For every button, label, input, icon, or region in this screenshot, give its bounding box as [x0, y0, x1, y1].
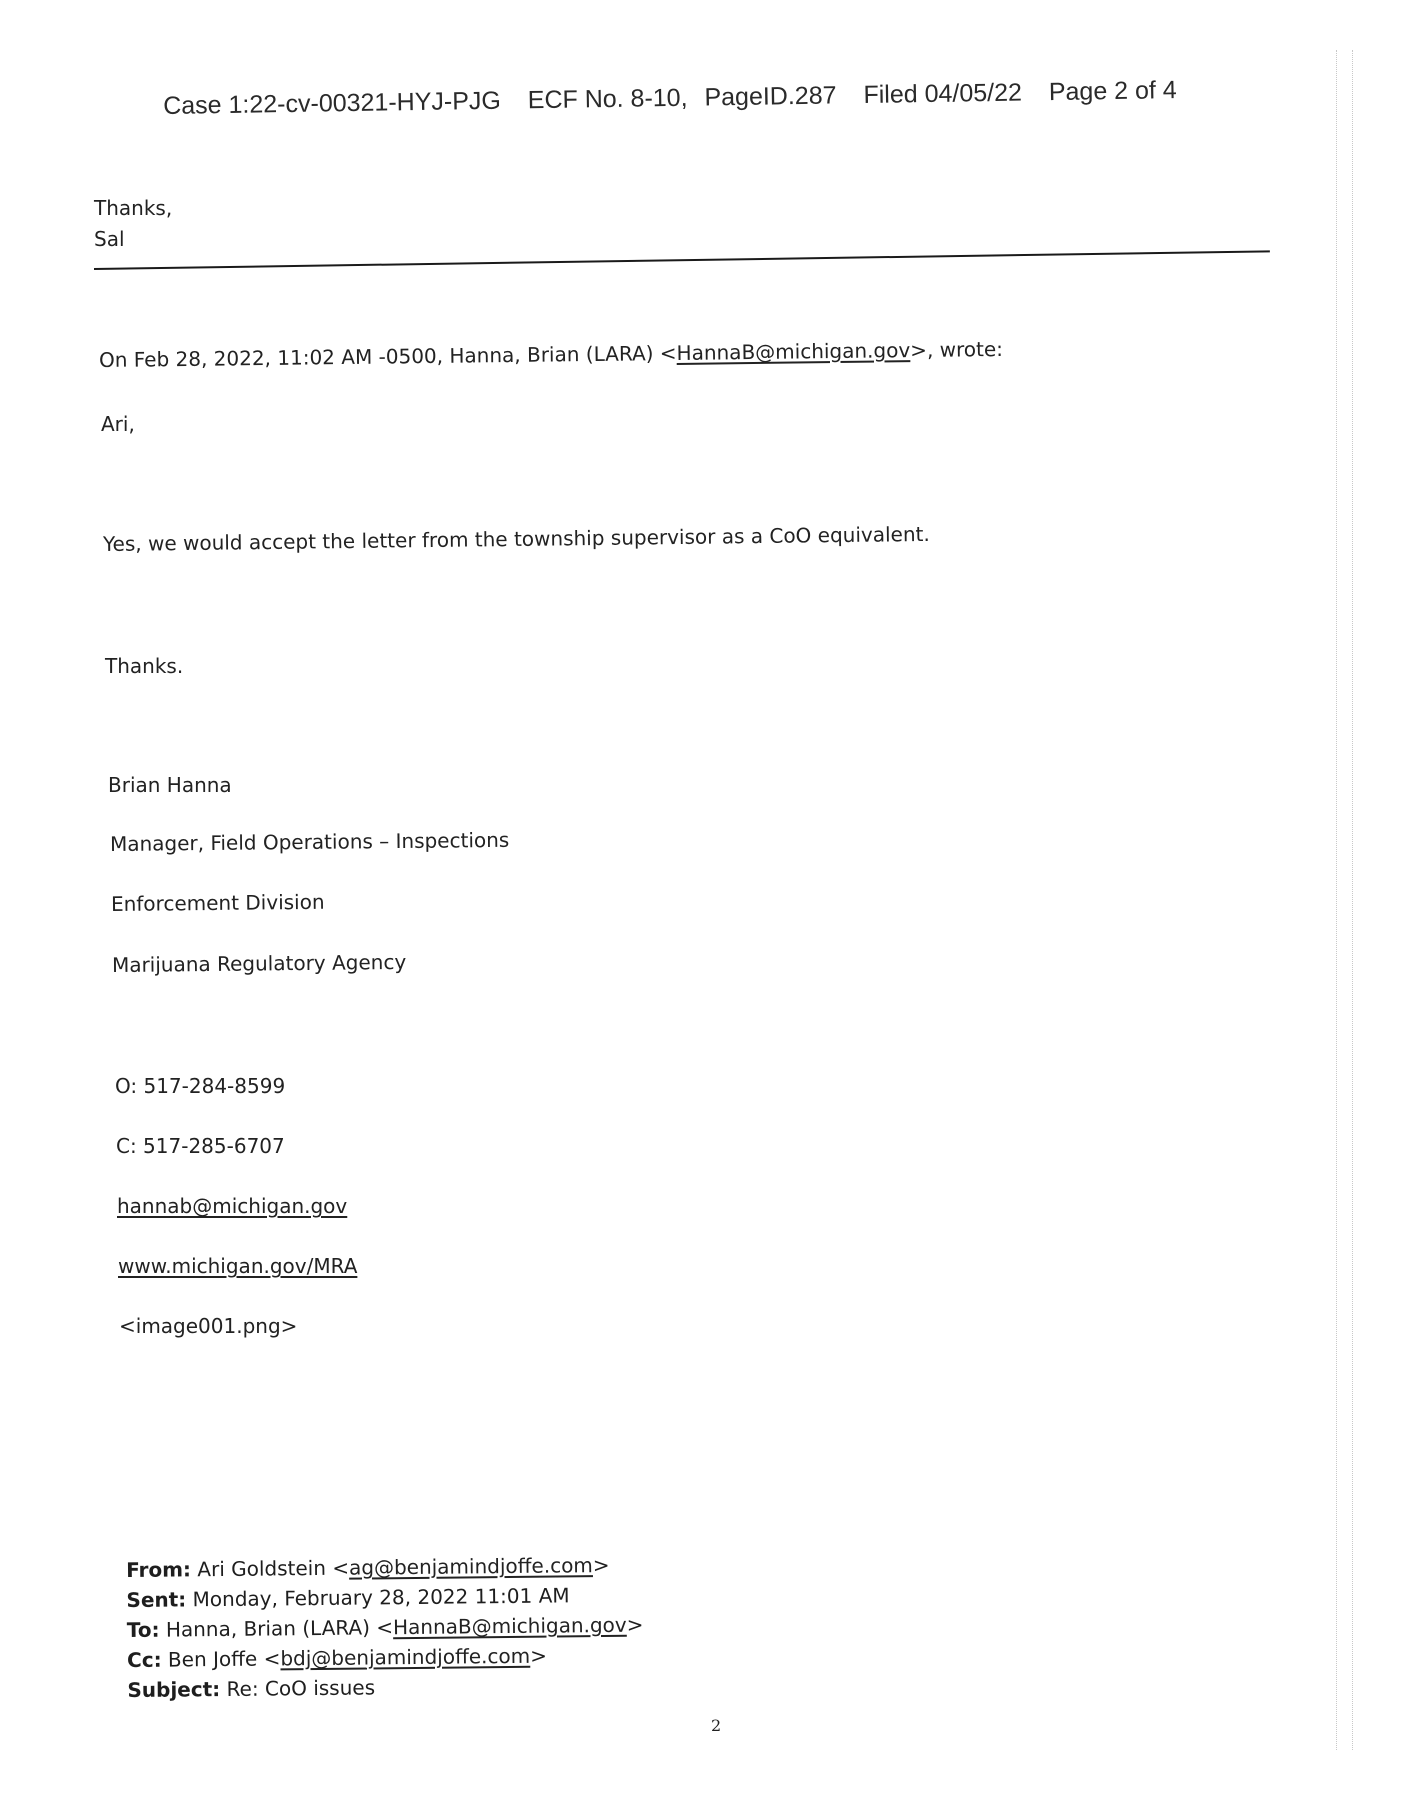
cc-email-link[interactable]: bdj@benjamindjoffe.com — [280, 1643, 531, 1671]
subject-label: Subject: — [127, 1677, 221, 1702]
to-email-link[interactable]: HannaB@michigan.gov — [392, 1612, 627, 1640]
signature-office-phone: O: 517-284-8599 — [115, 1074, 286, 1098]
reply-intro-suffix: >, wrote: — [910, 336, 1004, 363]
scan-edge-line — [1352, 50, 1353, 1750]
reply-intro-email-link[interactable]: HannaB@michigan.gov — [676, 338, 911, 365]
signature-image-placeholder: <image001.png> — [119, 1314, 298, 1338]
reply-body: Yes, we would accept the letter from the township supervisor as a CoO equivalent. — [102, 521, 930, 556]
cc-end: > — [530, 1643, 548, 1668]
page-number: 2 — [711, 1716, 722, 1735]
from-email-link[interactable]: ag@benjamindjoffe.com — [348, 1553, 593, 1580]
case-header — [163, 75, 1224, 142]
case-number: Case 1:22-cv-00321-HYJ-PJG — [163, 86, 502, 120]
signature-agency: Marijuana Regulatory Agency — [111, 949, 407, 977]
reply-intro-prefix: On Feb 28, 2022, 11:02 AM -0500, Hanna, Brian (LARA) < — [98, 340, 677, 372]
original-message-header — [126, 1550, 644, 1705]
from-name: Ari Goldstein < — [197, 1555, 350, 1582]
signoff-name: Sal — [94, 227, 125, 251]
reply-greeting: Ari, — [101, 412, 135, 436]
from-end: > — [592, 1552, 610, 1578]
reply-intro — [99, 337, 1003, 372]
ecf-number: ECF No. 8-10, — [527, 83, 688, 115]
signature-website-link[interactable]: www.michigan.gov/MRA — [118, 1254, 358, 1278]
sent-value: Monday, February 28, 2022 11:01 AM — [192, 1583, 570, 1612]
to-line — [127, 1610, 644, 1645]
signature-division: Enforcement Division — [110, 889, 325, 916]
cc-name: Ben Joffe < — [167, 1646, 281, 1672]
page-count: Page 2 of 4 — [1048, 76, 1177, 107]
subject-line — [127, 1670, 644, 1705]
from-label: From: — [126, 1557, 192, 1582]
sent-label: Sent: — [126, 1587, 187, 1612]
signature-email-link[interactable]: hannab@michigan.gov — [117, 1194, 348, 1218]
to-end: > — [626, 1612, 644, 1637]
to-label: To: — [126, 1617, 160, 1642]
signature-email — [117, 1194, 347, 1218]
to-name: Hanna, Brian (LARA) < — [165, 1615, 394, 1642]
subject-value: Re: CoO issues — [226, 1675, 376, 1701]
separator-line — [94, 250, 1270, 270]
page-id: PageID.287 — [704, 81, 837, 112]
reply-closing: Thanks. — [105, 654, 184, 678]
scan-edge-line — [1336, 50, 1337, 1750]
filed-date: Filed 04/05/22 — [863, 78, 1023, 109]
signature-name: Brian Hanna — [108, 773, 232, 797]
signoff-thanks: Thanks, — [94, 196, 173, 220]
signature-cell-phone: C: 517-285-6707 — [116, 1134, 285, 1158]
signature-title: Manager, Field Operations – Inspections — [109, 827, 510, 856]
signature-website — [118, 1254, 357, 1278]
cc-label: Cc: — [126, 1647, 162, 1672]
